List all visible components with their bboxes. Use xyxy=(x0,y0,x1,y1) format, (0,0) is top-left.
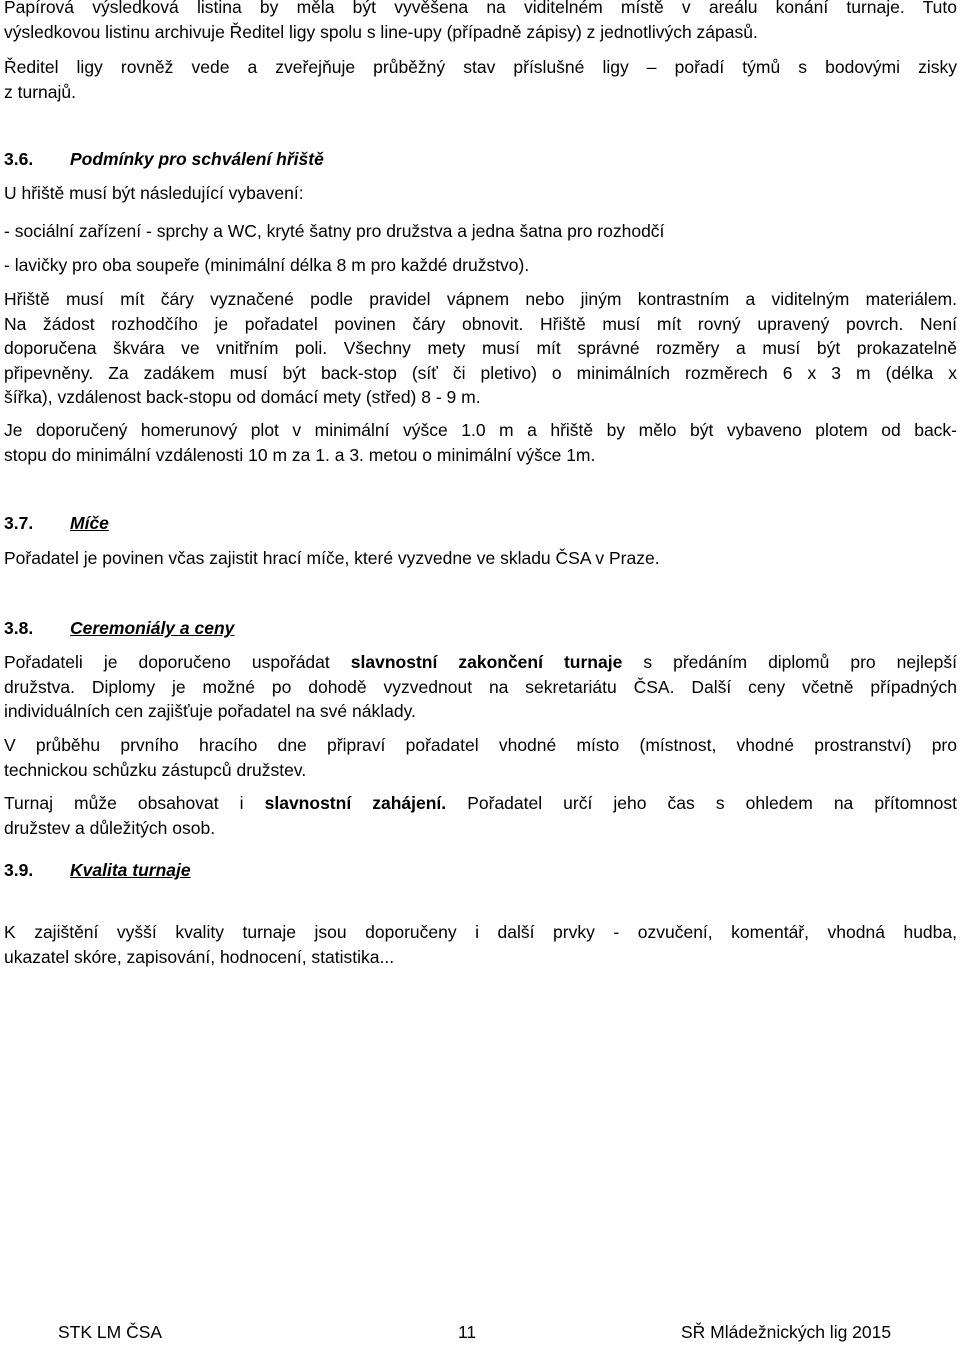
equipment-item-1 xyxy=(4,219,957,244)
text-line: K zajištění vyšší kvality turnaje jsou doporučeny i další prvky - ozvučení, komentář, vhodná hudba, xyxy=(4,922,957,942)
text-run: Turnaj může obsahovat i xyxy=(4,793,265,813)
text-line: šířka), vzdálenost back-stopu od domácí mety (střed) 8 - 9 m. xyxy=(4,387,481,407)
bold-text-run: slavnostní zahájení. xyxy=(264,793,447,813)
text-line: připevněny. Za zadákem musí být back-stop (síť či pletivo) o minimálních rozměrech 6 x 3 m (délka x xyxy=(4,362,957,383)
section-number: 3.8. xyxy=(4,618,34,638)
footer-left-text: STK LM ČSA xyxy=(58,1322,163,1342)
text-line: - sociální zařízení - sprchy a WC, kryté šatny pro družstva a jedna šatna pro rozhodčí xyxy=(4,221,665,241)
intro-paragraph-1 xyxy=(4,0,957,44)
section-3-8-paragraph-1 xyxy=(4,650,957,724)
equipment-item-2 xyxy=(4,253,957,278)
intro-paragraph-2 xyxy=(4,55,957,104)
text-run: s předáním diplomů pro nejlepší xyxy=(622,652,957,672)
section-title: Kvalita turnaje xyxy=(70,860,191,880)
text-line: družstev a důležitých osob. xyxy=(4,817,216,838)
bold-text-run: slavnostní zakončení turnaje xyxy=(350,652,623,672)
section-3-6-paragraph-2 xyxy=(4,418,957,467)
section-number: 3.9. xyxy=(4,860,34,880)
footer-right-text: SŘ Mládežnických lig 2015 xyxy=(681,1322,892,1342)
page-footer xyxy=(0,1322,960,1346)
text-line: individuálních cen zajišťuje pořadatel na své náklady. xyxy=(4,701,416,721)
text-line: doporučena škvára ve vnitřním poli. Všechny mety musí mít správné rozměry a musí být prokazatelně xyxy=(4,338,957,358)
text-line: z turnajů. xyxy=(4,81,76,102)
section-title: Míče xyxy=(70,513,109,533)
section-3-9-paragraph xyxy=(4,920,957,969)
section-heading-3-9 xyxy=(4,858,191,882)
text-line: - lavičky pro oba soupeře (minimální délka 8 m pro každé družstvo). xyxy=(4,255,530,275)
page-number: 11 xyxy=(458,1322,477,1342)
section-heading-3-8 xyxy=(4,616,234,640)
section-3-8-paragraph-3 xyxy=(4,791,957,840)
section-3-6-intro xyxy=(4,181,957,206)
section-heading-3-6 xyxy=(4,147,324,171)
text-line: Pořadatel je povinen včas zajistit hrací míče, které vyzvedne ve skladu ČSA v Praze. xyxy=(4,548,660,568)
text-line: Hřiště musí mít čáry vyznačené podle pravidel vápnem nebo jiným kontrastním a viditelným materiálem. xyxy=(4,289,957,309)
section-title: Podmínky pro schválení hřiště xyxy=(70,149,324,169)
section-heading-3-7 xyxy=(4,511,109,535)
section-3-8-paragraph-2 xyxy=(4,733,957,782)
text-run: Pořadateli je doporučeno uspořádat xyxy=(4,652,351,672)
text-line: výsledkovou listinu archivuje Ředitel ligy spolu s line-upy (případně zápisy) z jednotlivých zápasů. xyxy=(4,21,758,42)
text-line xyxy=(4,650,957,675)
section-number: 3.6. xyxy=(4,149,34,169)
section-3-6-paragraph-1 xyxy=(4,287,957,410)
text-line: Ředitel ligy rovněž vede a zveřejňuje průběžný stav příslušné ligy – pořadí týmů s bodovými zisky xyxy=(4,57,957,77)
text-run: Pořadatel určí jeho čas s ohledem na přítomnost xyxy=(446,793,958,813)
text-line: Papírová výsledková listina by měla být vyvěšena na viditelném místě v areálu konání turnaje. Tuto xyxy=(4,0,957,17)
text-line: V průběhu prvního hracího dne připraví pořadatel vhodné místo (místnost, vhodné prostranství) pro xyxy=(4,735,957,755)
text-line: technickou schůzku zástupců družstev. xyxy=(4,759,307,780)
text-line: Na žádost rozhodčího je pořadatel povinen čáry obnovit. Hřiště musí mít rovný upravený povrch. Není xyxy=(4,313,957,334)
section-title: Ceremoniály a ceny xyxy=(70,618,235,638)
section-number: 3.7. xyxy=(4,513,34,533)
section-3-7-paragraph xyxy=(4,546,957,571)
text-line: družstva. Diplomy je možné po dohodě vyzvednout na sekretariátu ČSA. Další ceny včetně případných xyxy=(4,676,957,697)
text-line: U hřiště musí být následující vybavení: xyxy=(4,183,304,203)
text-line: ukazatel skóre, zapisování, hodnocení, statistika... xyxy=(4,946,395,967)
text-line: Je doporučený homerunový plot v minimální výšce 1.0 m a hřiště by mělo být vybaveno plotem od back- xyxy=(4,420,957,440)
text-line: stopu do minimální vzdálenosti 10 m za 1. a 3. metou o minimální výšce 1m. xyxy=(4,444,596,465)
text-line xyxy=(4,791,957,816)
